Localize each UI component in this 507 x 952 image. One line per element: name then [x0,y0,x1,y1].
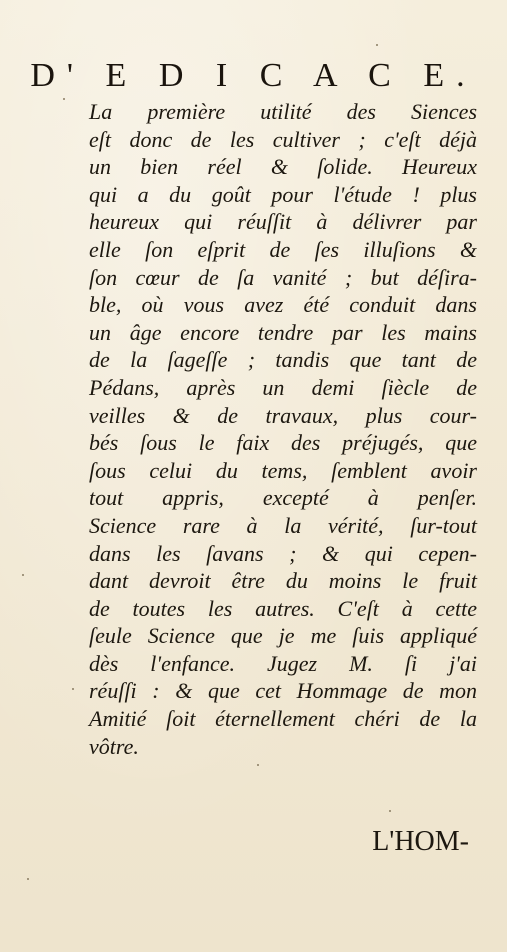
text-line: eſt donc de les cultiver ; c'eſt déjà [89,126,477,152]
text-line: un bien réel & ſolide. Heureux [89,154,477,180]
text-line: veilles & de travaux, plus cour- [89,402,477,428]
text-line: Amitié ſoit éternellement chéri de la [89,706,477,732]
text-line: dant devroit être du moins le fruit [89,568,477,594]
text-line: elle ſon eſprit de ſes illuſions & [89,236,477,262]
text-line: heureux qui réuſſit à délivrer par [89,209,477,235]
paper-speck [72,688,74,690]
text-line: bés ſous le faix des préjugés, que [89,430,477,456]
text-line: tout appris, excepté à penſer. [89,485,477,511]
text-line: dès l'enfance. Jugez M. ſi j'ai [89,650,477,676]
body-text [89,98,477,760]
text-line: de toutes les autres. C'eſt à cette [89,595,477,621]
catchword: L'HOM- [372,826,469,857]
text-line: La première utilité des Siences [89,99,477,124]
text-line: Pédans, après un demi ſiècle de [89,374,477,400]
text-line: ble, où vous avez été conduit dans [89,292,477,318]
text-line: Science rare à la vérité, ſur-tout [89,512,477,538]
paper-speck [27,878,29,880]
text-line: ſeule Science que je me ſuis appliqué [89,623,477,649]
text-line: ſous celui du tems, ſemblent avoir [89,457,477,483]
text-line: ſon cœur de ſa vanité ; but déſira- [89,264,477,290]
text-line: un âge encore tendre par les mains [89,319,477,345]
text-line: qui a du goût pour l'étude ! plus [89,181,477,207]
text-line: vôtre. [89,733,139,759]
paper-speck [257,764,259,766]
text-line: de la ſageſſe ; tandis que tant de [89,347,477,373]
paper-speck [376,44,378,46]
text-line: dans les ſavans ; & qui cepen- [89,540,477,566]
paper-speck [389,810,391,812]
page-heading: D' E D I C A C E. [30,57,477,94]
paper-speck [22,574,24,576]
text-line: réuſſi : & que cet Hommage de mon [89,678,477,704]
paper-speck [63,98,65,100]
